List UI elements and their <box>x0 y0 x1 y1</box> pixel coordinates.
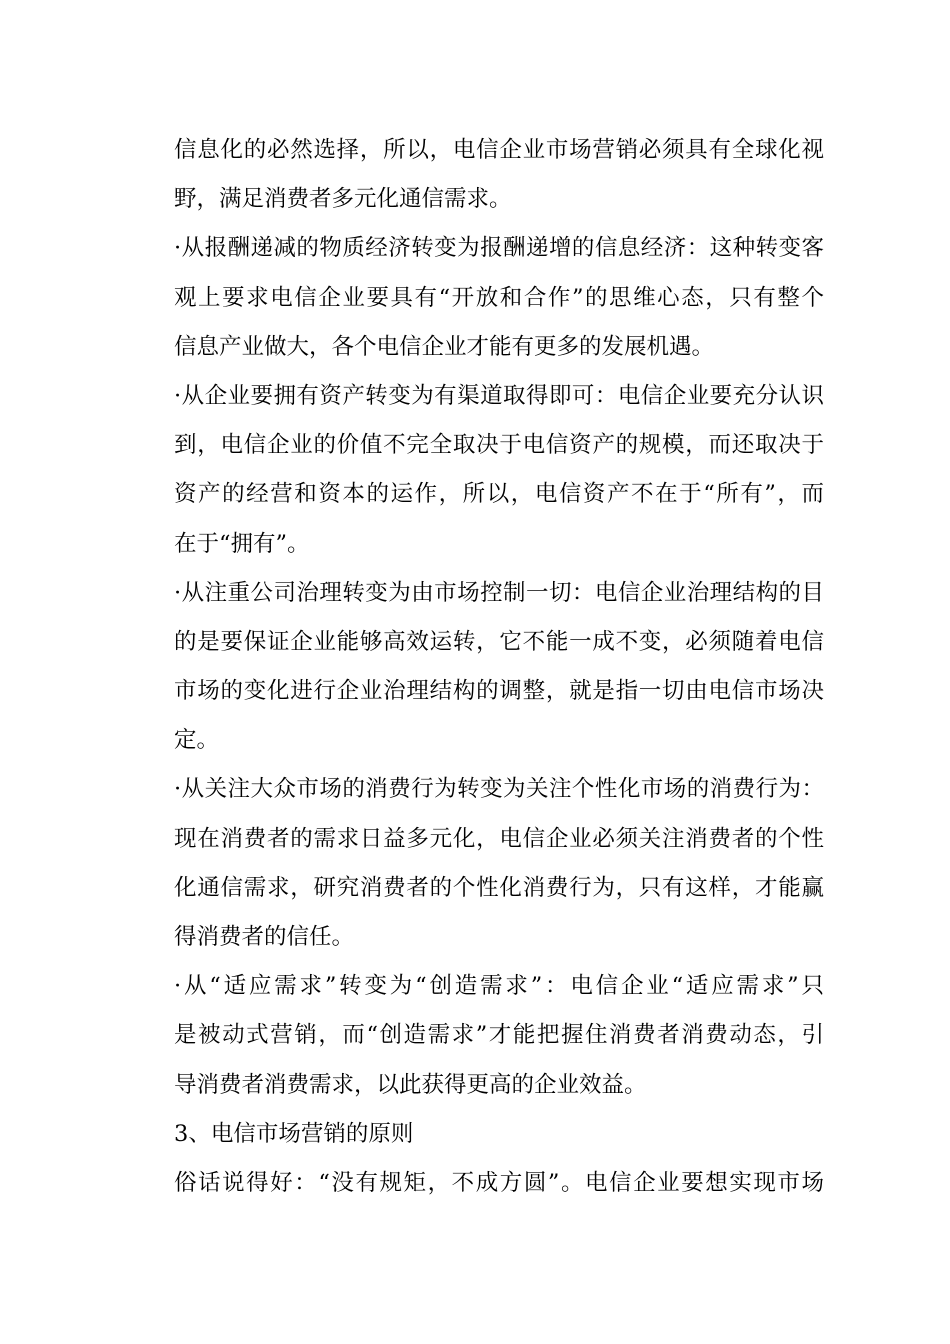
text-line: ·从注重公司治理转变为由市场控制一切：电信企业治理结构的目 <box>174 579 824 606</box>
text-line: 俗话说得好：“没有规矩，不成方圆”。电信企业要想实现市场 <box>174 1169 824 1196</box>
body-text <box>174 126 824 1208</box>
text-line: 是被动式营销，而“创造需求”才能把握住消费者消费动态，引 <box>174 1022 824 1049</box>
text-line: 观上要求电信企业要具有“开放和合作”的思维心态，只有整个 <box>174 284 824 311</box>
text-line: 现在消费者的需求日益多元化，电信企业必须关注消费者的个性 <box>174 825 824 852</box>
text-line: 到，电信企业的价值不完全取决于电信资产的规模，而还取决于 <box>174 432 824 459</box>
text-line: 市场的变化进行企业治理结构的调整，就是指一切由电信市场决 <box>174 678 824 705</box>
section-heading: 3、电信市场营销的原则 <box>174 1120 414 1147</box>
text-line: 的是要保证企业能够高效运转，它不能一成不变，必须随着电信 <box>174 628 824 655</box>
text-line: ·从企业要拥有资产转变为有渠道取得即可：电信企业要充分认识 <box>174 382 824 409</box>
text-line: ·从“适应需求”转变为“创造需求”：电信企业“适应需求”只 <box>174 973 824 1000</box>
text-line: 信息化的必然选择，所以，电信企业市场营销必须具有全球化视 <box>174 137 824 163</box>
text-line: 化通信需求，研究消费者的个性化消费行为，只有这样，才能赢 <box>174 874 824 901</box>
text-line: 导消费者消费需求，以此获得更高的企业效益。 <box>174 1071 647 1098</box>
text-line: 资产的经营和资本的运作，所以，电信资产不在于“所有”，而 <box>174 481 824 508</box>
text-line: 野，满足消费者多元化通信需求。 <box>174 186 512 213</box>
text-line: ·从报酬递减的物质经济转变为报酬递增的信息经济：这种转变客 <box>174 235 824 262</box>
text-line: 定。 <box>174 727 220 754</box>
text-line: 得消费者的信任。 <box>174 924 355 950</box>
text-line: ·从关注大众市场的消费行为转变为关注个性化市场的消费行为： <box>174 776 824 803</box>
text-line: 信息产业做大，各个电信企业才能有更多的发展机遇。 <box>174 333 715 360</box>
text-line: 在于“拥有”。 <box>174 530 310 557</box>
